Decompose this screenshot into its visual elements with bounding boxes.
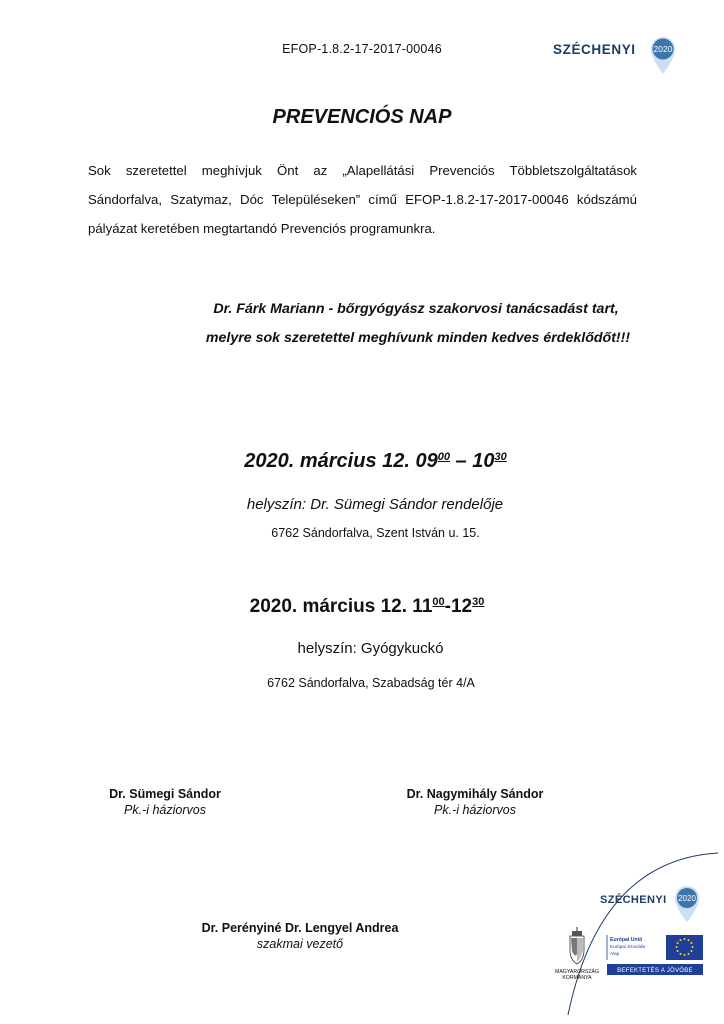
eu-banner: BEFEKTETÉS A JÖVŐBE (617, 968, 693, 974)
eu-flag-icon (666, 935, 703, 960)
coat-of-arms-icon (570, 927, 584, 964)
map-pin-icon (675, 886, 699, 922)
event-1-location: helyszín: Dr. Sümegi Sándor rendelője (246, 496, 504, 513)
eu-text: Európai Unió (610, 937, 643, 943)
szechenyi-2020-logo (553, 36, 681, 80)
page-title: PREVENCIÓS NAP (272, 106, 452, 128)
signatory-name: Dr. Nagymihály Sándor (406, 787, 544, 801)
eu-text: Alap (610, 951, 620, 956)
event-2-location: helyszín: Gyógykuckó (297, 640, 444, 657)
map-pin-icon (651, 37, 675, 74)
signature-block (90, 787, 240, 817)
arc-decoration (568, 853, 718, 1015)
event-2-address: 6762 Sándorfalva, Szabadság tér 4/A (267, 676, 475, 690)
event-2-datetime: 2020. március 12. $11^{00}-12^{30}$ (249, 596, 485, 617)
eu-text: Európai Szociális (610, 944, 646, 949)
signature-block (380, 787, 570, 817)
logo-word: SZÉCHENYI (553, 42, 636, 57)
project-code: EFOP-1.8.2-17-2017-00046 (282, 42, 442, 56)
invitation-text (0, 295, 724, 353)
footer-logo-year: 2020 (678, 894, 696, 903)
event-1-datetime: 2020. március 12. $09^{00} - 10^{30}$ (244, 450, 507, 472)
signatory-name: Dr. Sümegi Sándor (109, 787, 221, 801)
signatory-role: szakmai vezető (256, 937, 344, 951)
gov-label: KORMÁNYA (562, 975, 592, 981)
invitation-line: melyre sok szeretettel meghívunk minden kedves érdeklődőt!!! (205, 330, 631, 346)
intro-paragraph (88, 156, 637, 243)
funding-logo-block (554, 850, 720, 1020)
intro-line: pályázat keretében megtartandó Prevenciós programunkra. (88, 221, 436, 236)
intro-line: Sándorfalva, Szatymaz, Dóc Településeken” című EFOP-1.8.2-17-2017-00046 kódszámú (88, 192, 637, 207)
signature-block (180, 921, 420, 951)
footer-logo-word: SZÉCHENYI (600, 894, 667, 906)
intro-line: Sok szeretettel meghívjuk Önt az „Alapellátási Prevenciós Többletszolgáltatások (88, 163, 637, 178)
signatory-name: Dr. Perényiné Dr. Lengyel Andrea (201, 921, 399, 935)
event-1-address: 6762 Sándorfalva, Szent István u. 15. (271, 526, 480, 540)
signatory-role: Pk.-i háziorvos (434, 803, 516, 817)
signatory-role: Pk.-i háziorvos (124, 803, 206, 817)
logo-year: 2020 (653, 44, 673, 54)
invitation-line: Dr. Fárk Mariann - bőrgyógyász szakorvosi tanácsadást tart, (213, 301, 619, 317)
gov-label: MAGYARORSZÁG (554, 969, 600, 975)
